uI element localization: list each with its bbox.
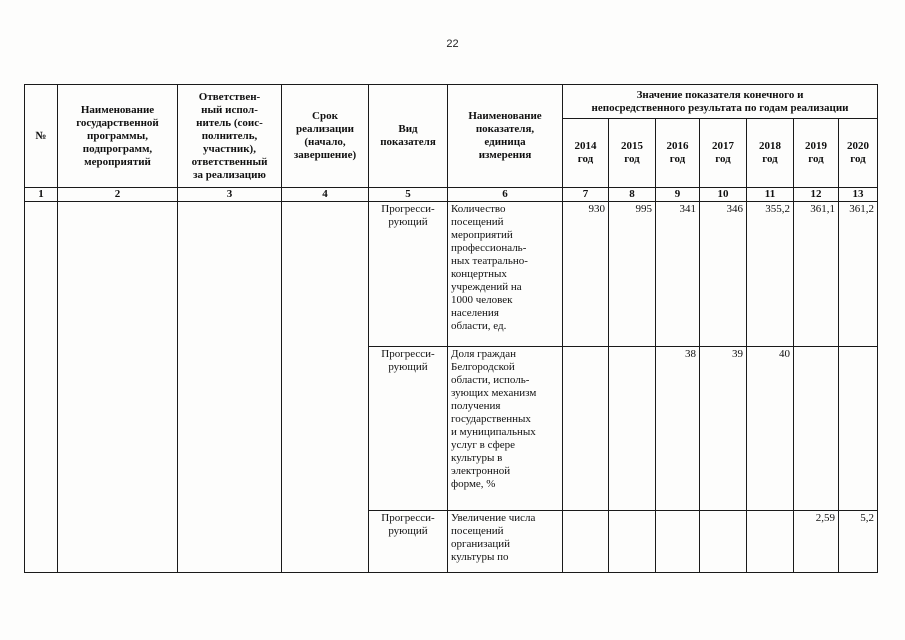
- cell-indicator: Доля граждан Белгородской области, исполь- зующих механизм получения государственных и муниципальных услуг в сфере культуры в электронной форме, %: [448, 347, 563, 511]
- cell-value-2020: [839, 347, 878, 511]
- column-number: 10: [700, 188, 747, 202]
- cell-type: Прогресси- рующий: [369, 202, 448, 347]
- cell-indicator: Количество посещений мероприятий профессиональ- ных театрально- концертных учреждений на 1000 человек населения области, ед.: [448, 202, 563, 347]
- cell-value-2015: 995: [609, 202, 656, 347]
- cell-value-2019: 361,1: [794, 202, 839, 347]
- header-year-2018: 2018 год: [747, 119, 794, 188]
- header-year-2016: 2016 год: [656, 119, 700, 188]
- cell-value-2016: 341: [656, 202, 700, 347]
- header-no: №: [25, 85, 58, 188]
- cell-indicator: Увеличение числа посещений организаций культуры по: [448, 511, 563, 573]
- cell-value-2016: [656, 511, 700, 573]
- indicators-table: [24, 84, 878, 573]
- cell-value-2018: 355,2: [747, 202, 794, 347]
- cell-type: Прогресси- рующий: [369, 347, 448, 511]
- page-number: 22: [446, 38, 459, 50]
- header-values-group: Значение показателя конечного и непосредственного результата по годам реализации: [563, 85, 878, 119]
- cell-value-2018: 40: [747, 347, 794, 511]
- cell-value-2015: [609, 347, 656, 511]
- column-number: 13: [839, 188, 878, 202]
- header-year-2015: 2015 год: [609, 119, 656, 188]
- cell-value-2017: 39: [700, 347, 747, 511]
- cell-value-2017: [700, 511, 747, 573]
- header-type: Вид показателя: [369, 85, 448, 188]
- cell-value-2017: 346: [700, 202, 747, 347]
- header-year-2014: 2014 год: [563, 119, 609, 188]
- column-numbers-row: [25, 188, 878, 202]
- cell-value-2020: 361,2: [839, 202, 878, 347]
- column-number: 2: [58, 188, 178, 202]
- header-program: Наименование государственной программы, подпрограмм, мероприятий: [58, 85, 178, 188]
- header-executor: Ответствен- ный испол- нитель (соис- полнитель, участник), ответственный за реализацию: [178, 85, 282, 188]
- header-indicator: Наименование показателя, единица измерения: [448, 85, 563, 188]
- cell-value-2014: [563, 511, 609, 573]
- header-year-2017: 2017 год: [700, 119, 747, 188]
- cell-value-2019: [794, 347, 839, 511]
- header-year-2019: 2019 год: [794, 119, 839, 188]
- header-year-2020: 2020 год: [839, 119, 878, 188]
- cell-value-2020: 5,2: [839, 511, 878, 573]
- header-period: Срок реализации (начало, завершение): [282, 85, 369, 188]
- cell-type: Прогресси- рующий: [369, 511, 448, 573]
- column-number: 3: [178, 188, 282, 202]
- column-number: 11: [747, 188, 794, 202]
- cell-value-2014: [563, 347, 609, 511]
- column-number: 8: [609, 188, 656, 202]
- cell-value-2019: 2,59: [794, 511, 839, 573]
- column-number: 6: [448, 188, 563, 202]
- cell-value-2015: [609, 511, 656, 573]
- cell-period: [282, 202, 369, 573]
- column-number: 1: [25, 188, 58, 202]
- cell-value-2016: 38: [656, 347, 700, 511]
- table-row: [25, 202, 878, 347]
- cell-program: [58, 202, 178, 573]
- column-number: 12: [794, 188, 839, 202]
- column-number: 5: [369, 188, 448, 202]
- cell-no: [25, 202, 58, 573]
- column-number: 4: [282, 188, 369, 202]
- cell-value-2018: [747, 511, 794, 573]
- cell-value-2014: 930: [563, 202, 609, 347]
- column-number: 7: [563, 188, 609, 202]
- column-number: 9: [656, 188, 700, 202]
- cell-executor: [178, 202, 282, 573]
